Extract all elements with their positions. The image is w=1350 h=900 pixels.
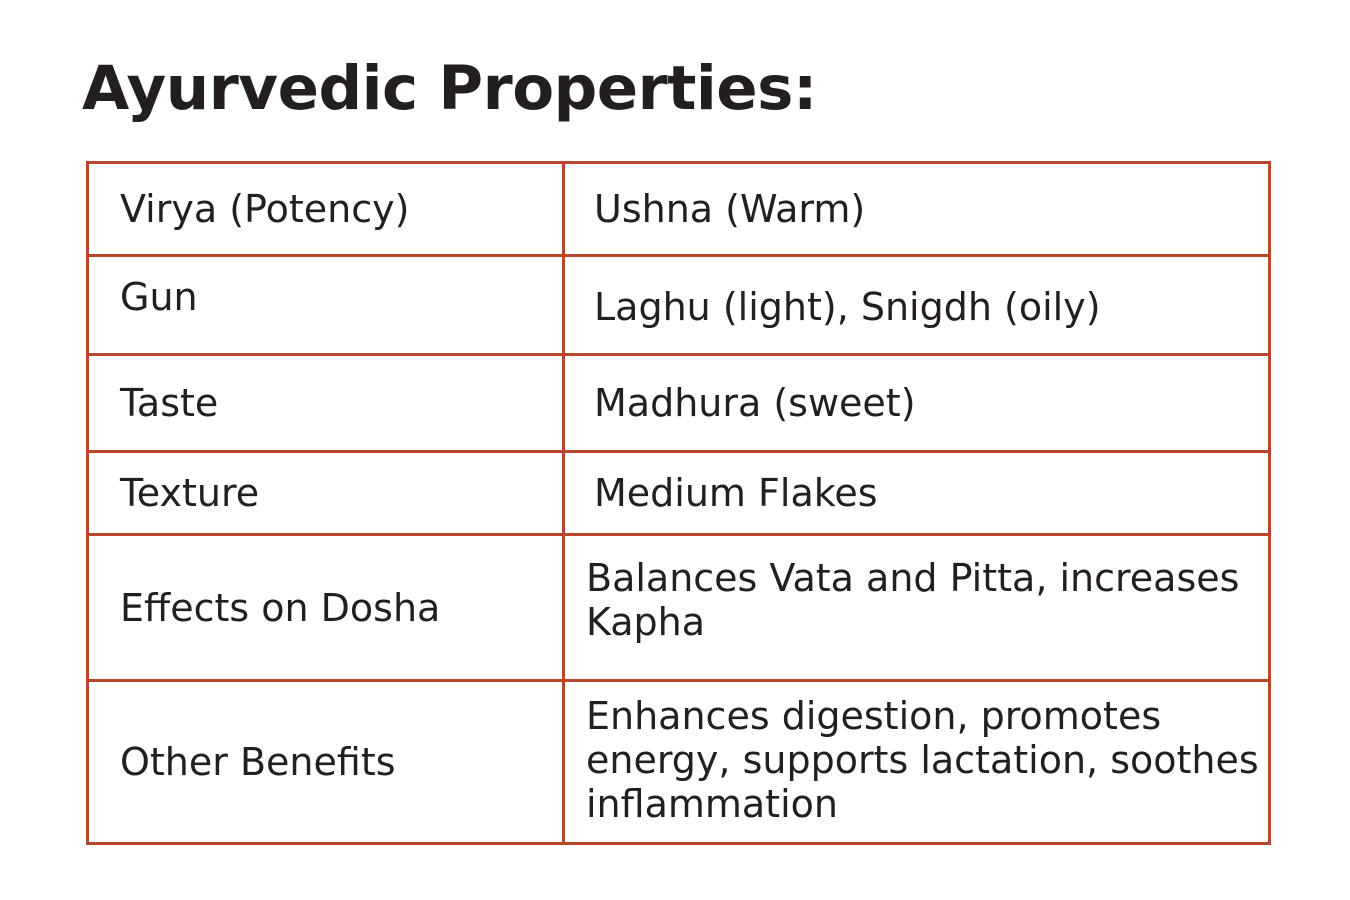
property-label-cell xyxy=(88,355,564,452)
property-value-cell xyxy=(564,256,1270,355)
property-value-cell xyxy=(564,452,1270,535)
property-label-cell xyxy=(88,163,564,256)
property-label-cell xyxy=(88,452,564,535)
property-label: Virya (Potency) xyxy=(120,187,410,231)
page-title: Ayurvedic Properties: xyxy=(82,53,817,124)
property-label: Taste xyxy=(120,381,219,425)
property-value: Ushna (Warm) xyxy=(594,187,866,231)
property-label-cell xyxy=(88,535,564,681)
table-row xyxy=(88,256,1270,355)
property-label: Effects on Dosha xyxy=(120,585,441,630)
property-label: Other Benefits xyxy=(120,740,396,784)
property-value-cell xyxy=(564,681,1270,844)
property-label-cell xyxy=(88,256,564,355)
property-value: Balances Vata and Pitta, increases Kapha xyxy=(586,555,1240,644)
table-row xyxy=(88,535,1270,681)
property-value-cell xyxy=(564,163,1270,256)
property-value: Madhura (sweet) xyxy=(594,381,916,425)
table-row xyxy=(88,452,1270,535)
table-row xyxy=(88,163,1270,256)
table-row xyxy=(88,681,1270,844)
properties-table xyxy=(86,161,1271,845)
property-value-cell xyxy=(564,535,1270,681)
property-value-cell xyxy=(564,355,1270,452)
table-row xyxy=(88,355,1270,452)
property-label: Texture xyxy=(120,471,260,515)
property-value: Enhances digestion, promotes energy, supports lactation, soothes inflammation xyxy=(586,694,1259,826)
property-label-cell xyxy=(88,681,564,844)
property-value: Medium Flakes xyxy=(594,471,878,515)
property-label: Gun xyxy=(120,275,198,319)
property-value: Laghu (light), Snigdh (oily) xyxy=(594,285,1101,329)
